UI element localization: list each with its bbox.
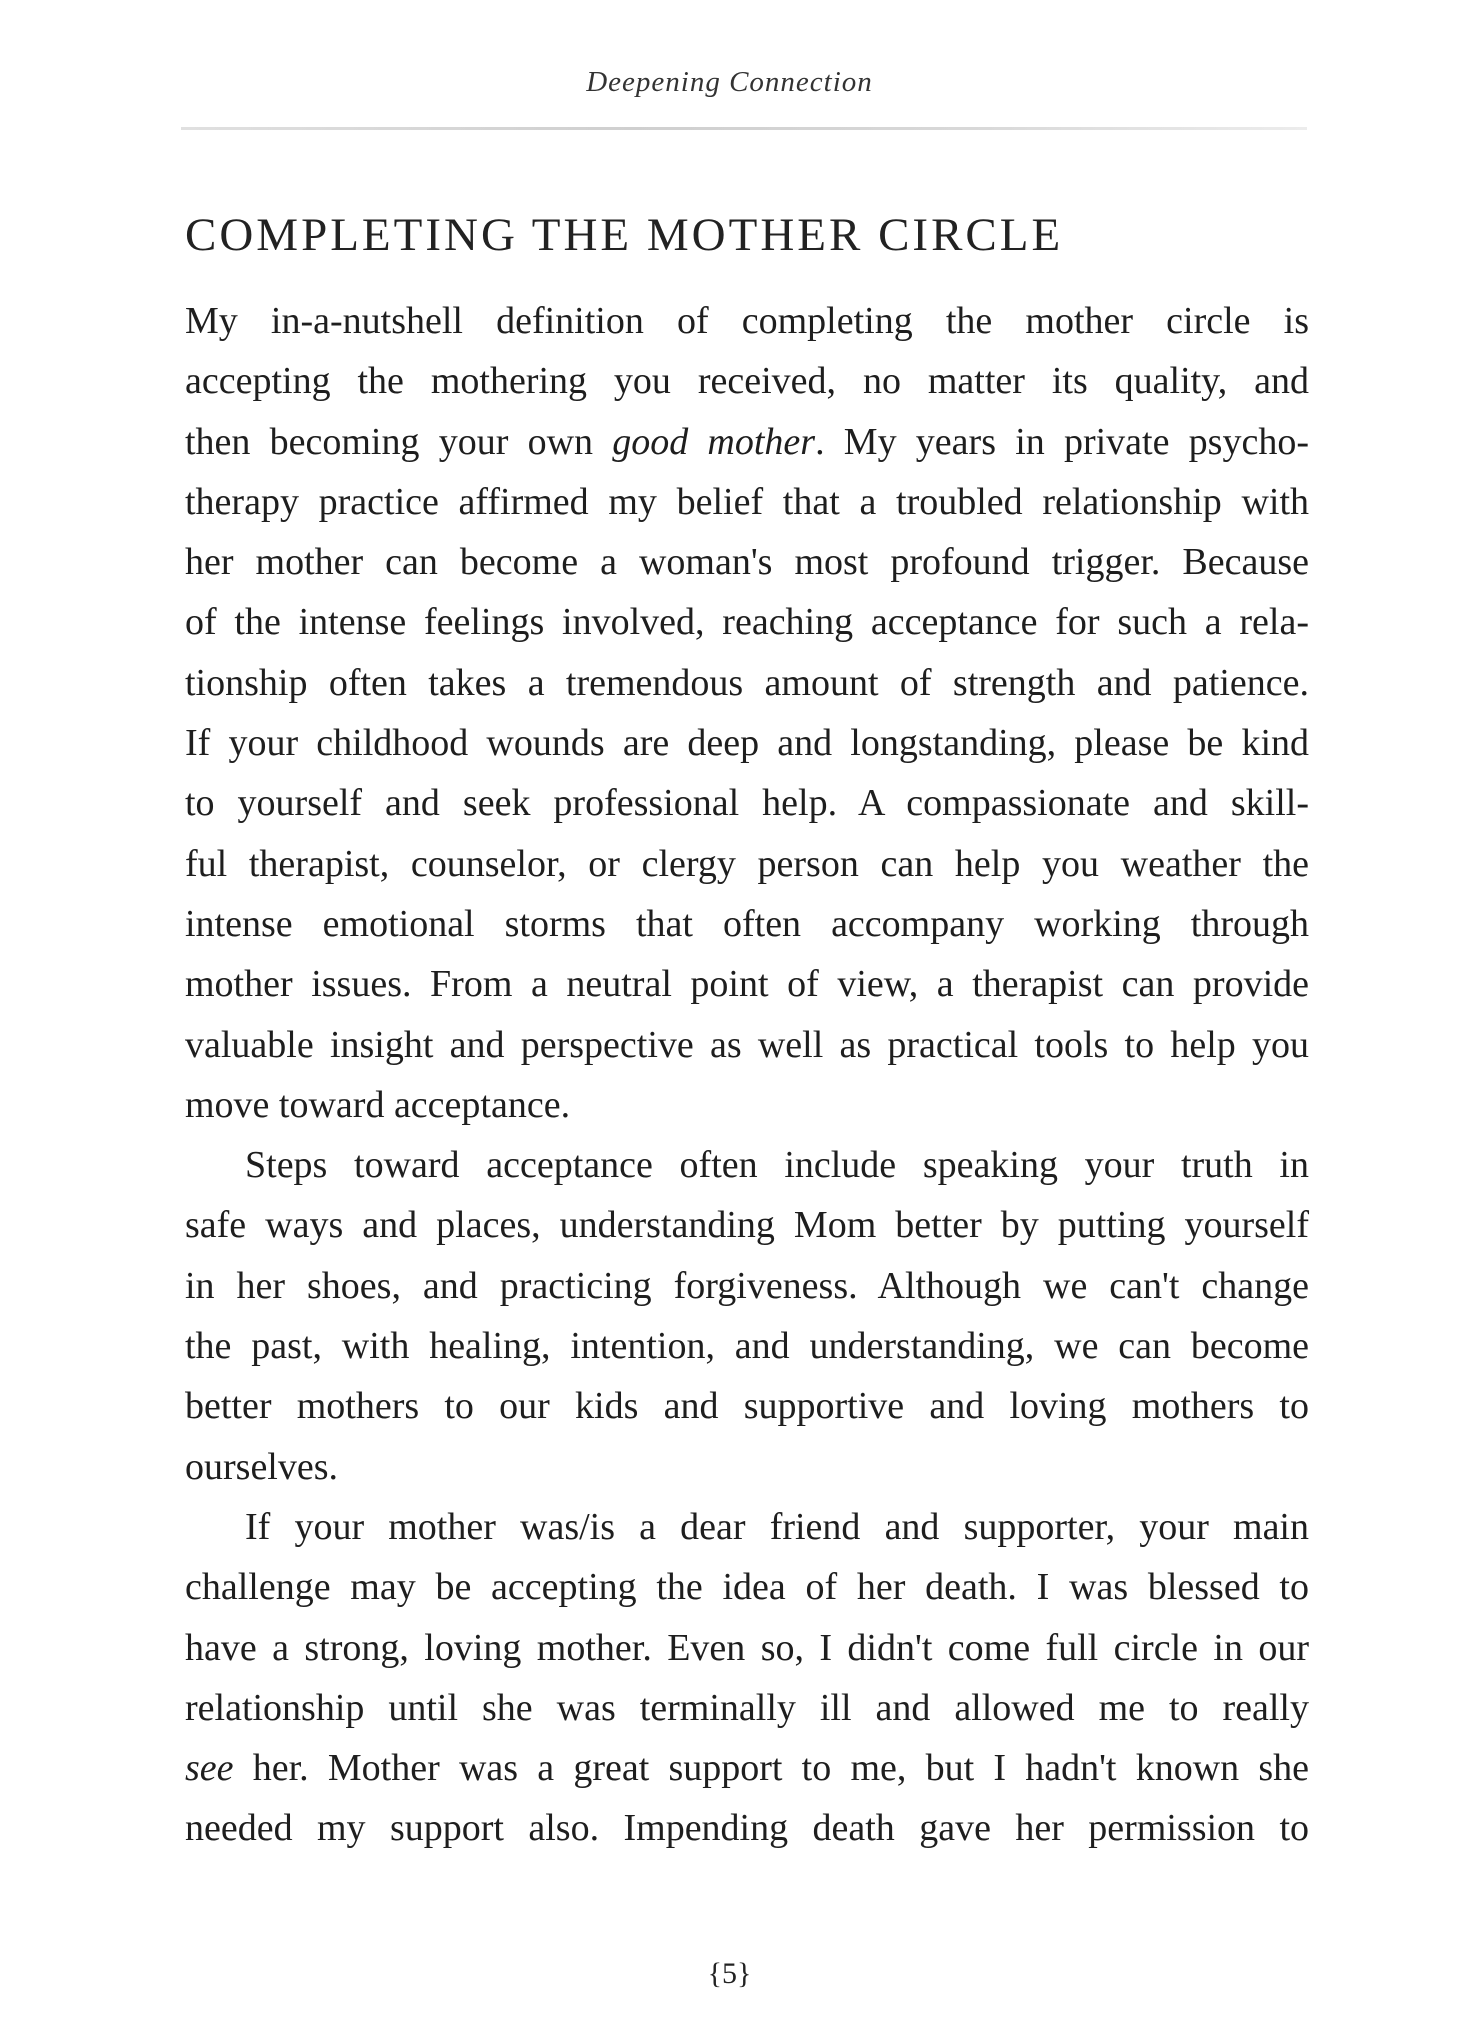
emphasized-text: see xyxy=(185,1747,234,1790)
text-line: in her shoes, and practicing forgiveness. Although we can't change xyxy=(185,1264,1309,1307)
header-rule xyxy=(181,127,1307,130)
text-line: challenge may be accepting the idea of her death. I was blessed to xyxy=(185,1566,1309,1609)
text-line: ful therapist, counselor, or clergy person can help you weather the xyxy=(185,842,1309,885)
text-line: to yourself and seek professional help. A compassionate and skill- xyxy=(185,782,1309,825)
text-line: her mother can become a woman's most profound trigger. Because xyxy=(185,541,1309,584)
text-line: relationship until she was terminally ill and allowed me to really xyxy=(185,1686,1309,1729)
text-line: move toward acceptance. xyxy=(185,1083,571,1126)
text-line: mother issues. From a neutral point of view, a therapist can provide xyxy=(185,963,1309,1006)
paragraph-3 xyxy=(185,1497,1309,1859)
text-line: My in-a-nutshell definition of completing the mother circle is xyxy=(185,300,1309,342)
paragraph-2 xyxy=(185,1135,1309,1497)
running-head: Deepening Connection xyxy=(586,66,873,98)
text-line-with-emphasis: then becoming your own good mother. My years in private psycho- xyxy=(185,420,1309,463)
text-line: therapy practice affirmed my belief that a troubled relationship with xyxy=(185,480,1309,523)
text-line: intense emotional storms that often accompany working through xyxy=(185,902,1309,945)
paragraph-1 xyxy=(185,291,1309,1135)
text-line: tionship often takes a tremendous amount of strength and patience. xyxy=(185,661,1309,704)
text-line: better mothers to our kids and supportive and loving mothers to xyxy=(185,1385,1309,1428)
text-line: the past, with healing, intention, and understanding, we can become xyxy=(185,1325,1309,1368)
text-line: needed my support also. Impending death gave her permission to xyxy=(185,1807,1309,1850)
page-number: {5} xyxy=(707,1957,752,1990)
text-line: If your childhood wounds are deep and longstanding, please be kind xyxy=(185,722,1309,765)
text-line: of the intense feelings involved, reaching acceptance for such a rela- xyxy=(185,601,1309,644)
text-line-with-emphasis: see her. Mother was a great support to me, but I hadn't known she xyxy=(185,1747,1309,1790)
text-line: have a strong, loving mother. Even so, I didn't come full circle in our xyxy=(185,1626,1309,1669)
text-line: safe ways and places, understanding Mom better by putting yourself xyxy=(185,1204,1309,1247)
text-line: If your mother was/is a dear friend and supporter, your main xyxy=(245,1505,1309,1548)
emphasized-text: good mother xyxy=(612,420,816,463)
text-line: ourselves. xyxy=(185,1445,339,1488)
section-title: COMPLETING THE MOTHER CIRCLE xyxy=(185,209,1064,261)
body-text xyxy=(185,291,1309,1859)
text-line: accepting the mothering you received, no matter its quality, and xyxy=(185,360,1309,403)
text-line: valuable insight and perspective as well as practical tools to help you xyxy=(185,1023,1309,1066)
text-line: Steps toward acceptance often include speaking your truth in xyxy=(245,1144,1309,1187)
